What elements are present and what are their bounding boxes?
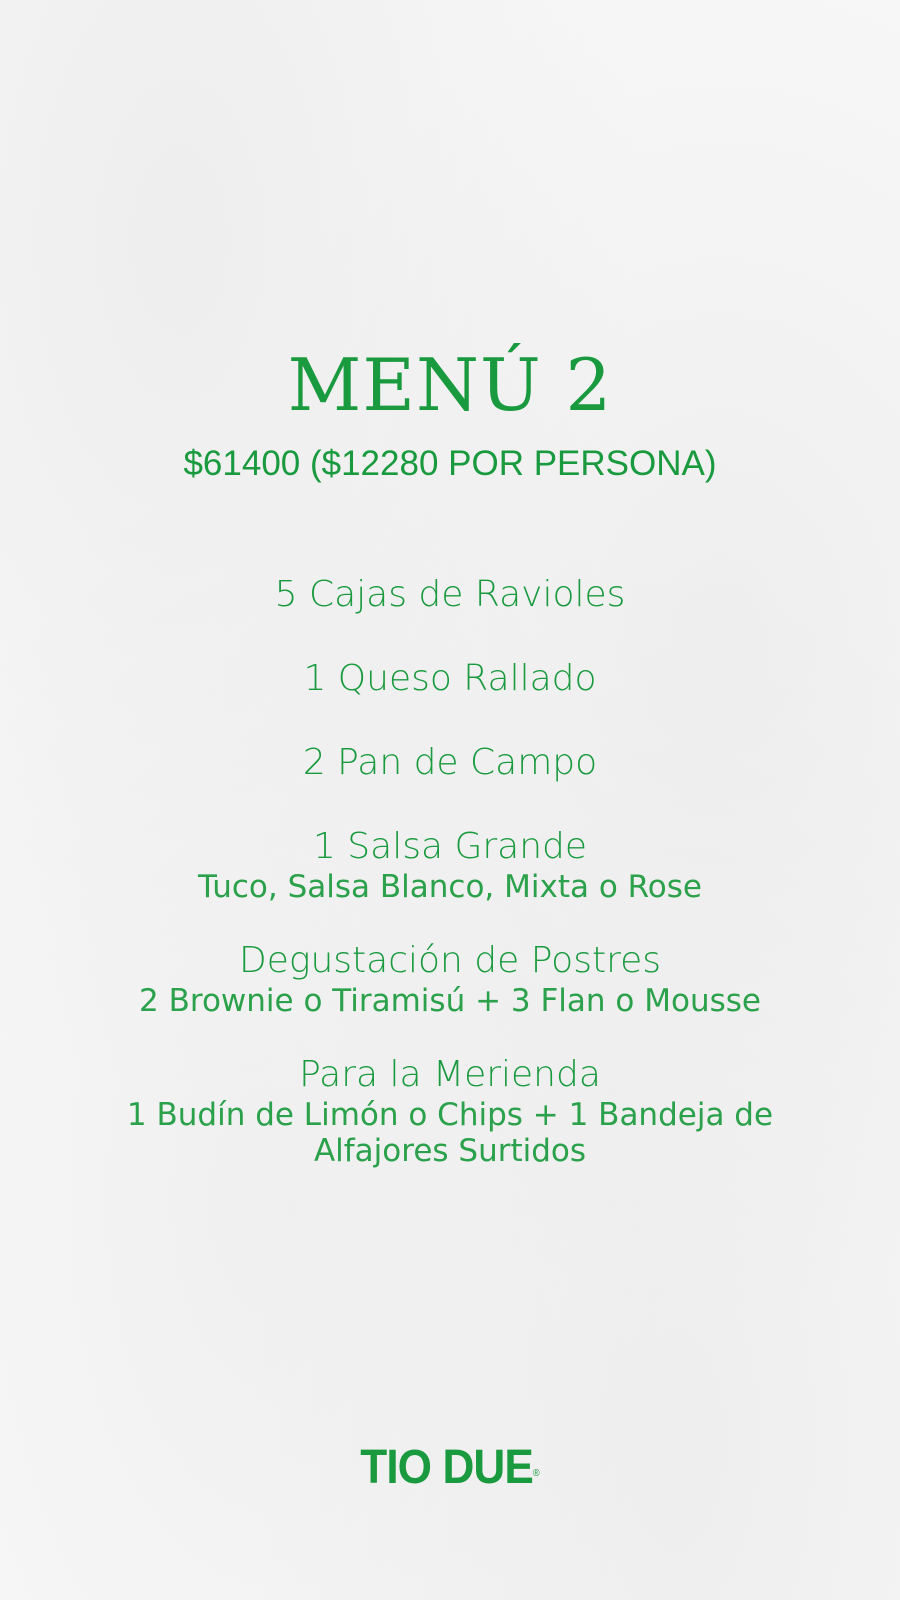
menu-price: $61400 ($12280 POR PERSONA) [183,444,717,483]
menu-item-name: 5 Cajas de Ravioles [274,574,626,615]
menu-item-description: Tuco, Salsa Blanco, Mixta o Rose [198,869,702,905]
menu-item [0,1053,900,1169]
menu-item [0,825,900,905]
menu-item [0,573,900,617]
menu-item-name: 1 Salsa Grande [312,826,588,867]
menu-item [0,741,900,785]
menu-item [0,939,900,1019]
menu-item-name: 2 Pan de Campo [302,742,598,783]
menu-item-description: 1 Budín de Limón o Chips + 1 Bandeja de Alfajores Surtidos [126,1097,774,1169]
menu-item [0,657,900,701]
menu-item-name: Degustación de Postres [239,940,661,981]
menu-item-name: 1 Queso Rallado [303,658,597,699]
menu-item-name: Para la Merienda [299,1054,601,1095]
registered-mark: ® [532,1468,540,1479]
menu-item-description: 2 Brownie o Tiramisú + 3 Flan o Mousse [139,983,761,1019]
menu-item-list [0,573,900,1169]
brand-logo [36,1440,864,1496]
brand-logo-text: TIO DUE [360,1441,533,1494]
menu-title: MENÚ 2 [287,343,613,427]
